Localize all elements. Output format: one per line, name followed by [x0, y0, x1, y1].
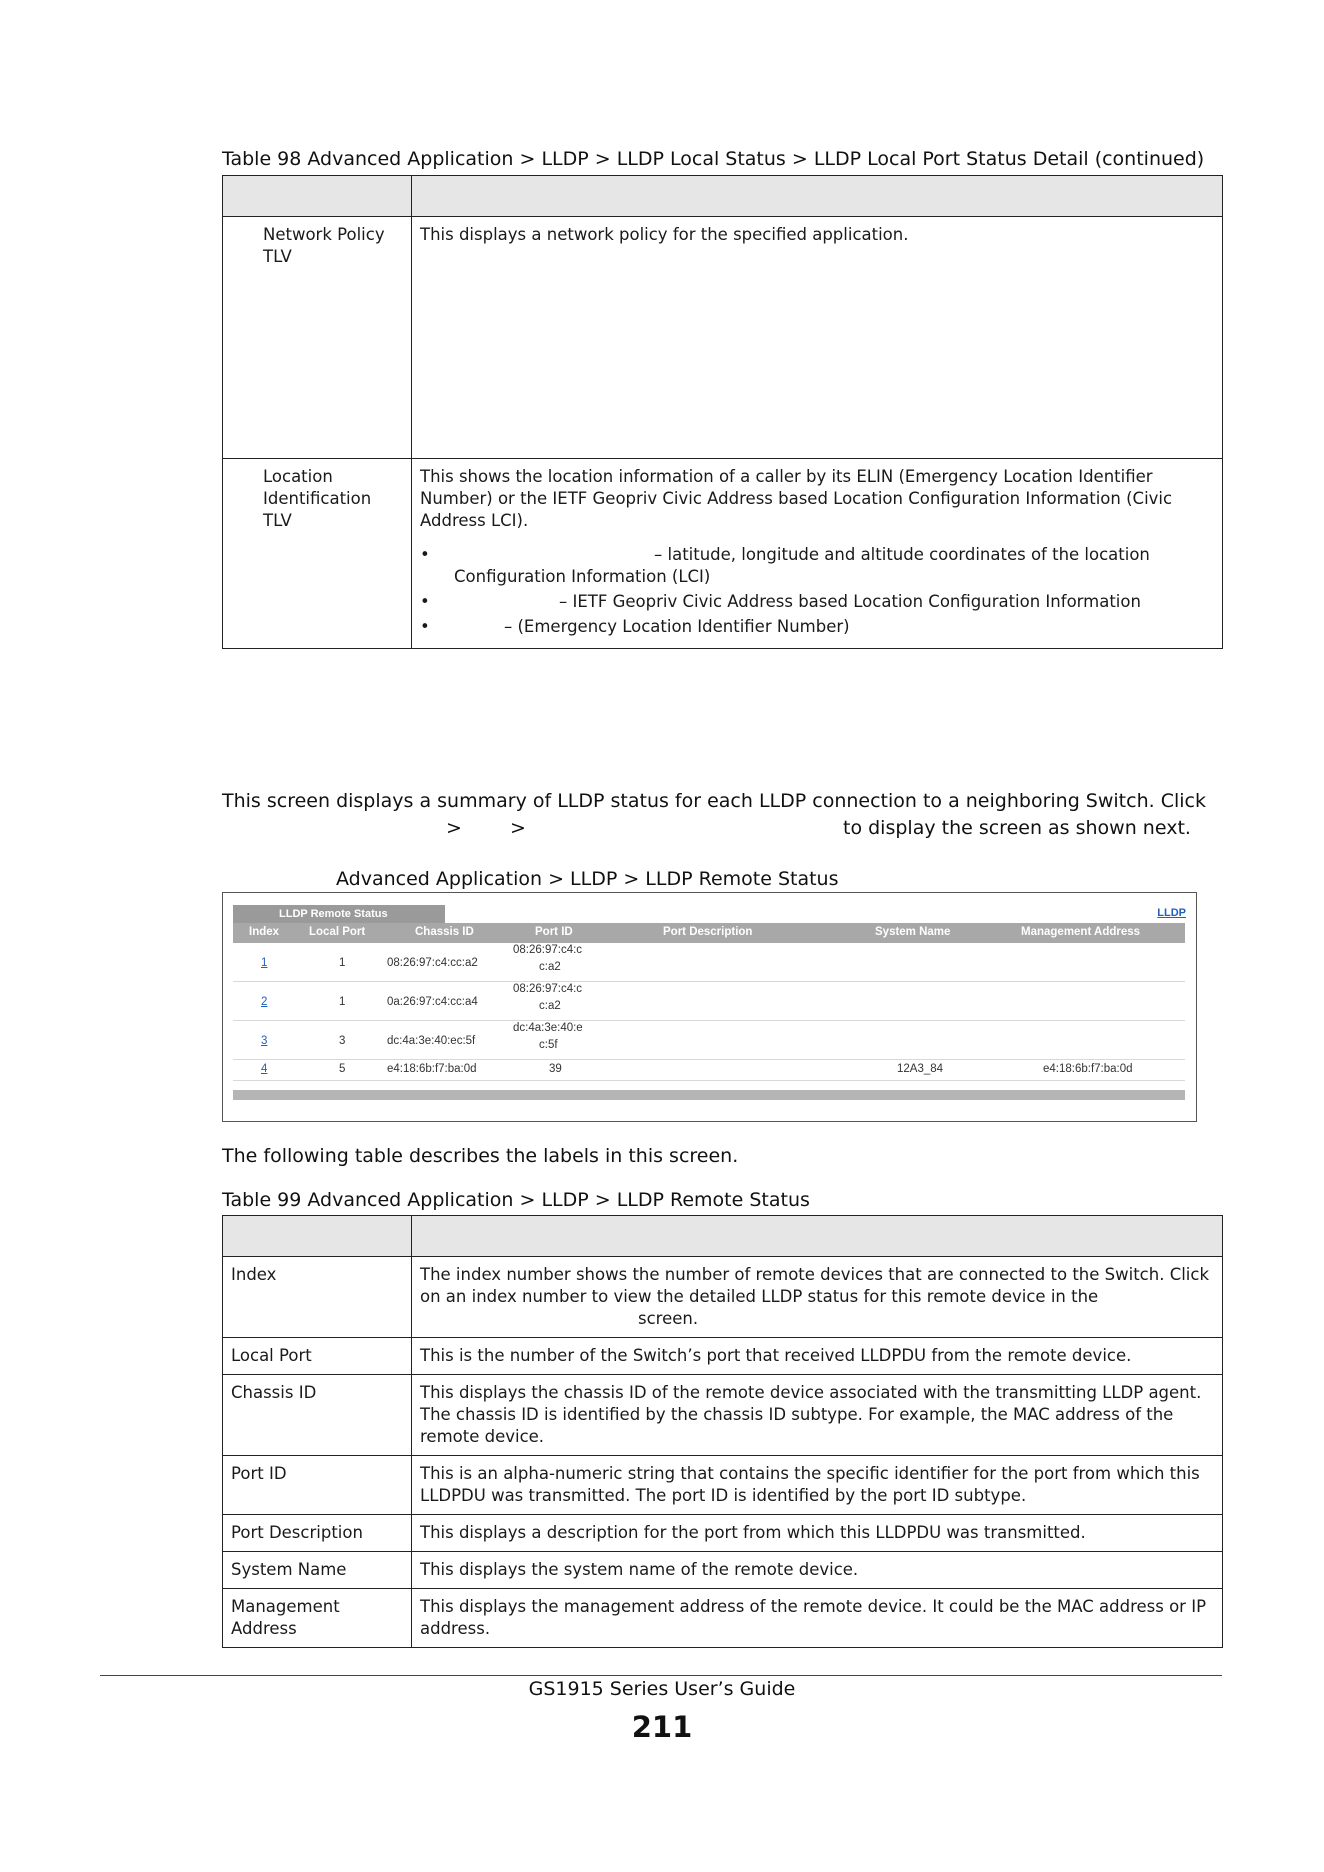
cell-system-name: 12A3_84	[897, 1063, 944, 1075]
col-port-id: Port ID	[535, 926, 573, 938]
cell-port-id-cont: c:a2	[539, 1000, 561, 1012]
cell-chassis-id: 08:26:97:c4:cc:a2	[387, 957, 478, 969]
row-desc: This displays a network policy for the specified application.	[412, 217, 1223, 459]
table99-caption: Table 99 Advanced Application > LLDP > LLDP Remote Status	[222, 1189, 810, 1211]
table-row	[223, 1338, 1223, 1375]
table98-caption: Table 98 Advanced Application > LLDP > LLDP Local Status > LLDP Local Port Status Detail (continued)	[222, 148, 1205, 170]
following-text: The following table describes the labels in this screen.	[222, 1145, 739, 1167]
col-local-port: Local Port	[309, 926, 366, 938]
cell-port-id-cont: c:5f	[539, 1039, 558, 1051]
table-row	[233, 1060, 1185, 1081]
intro-line-1: This screen displays a summary of LLDP status for each LLDP connection to a neighboring Switch. Click	[222, 790, 1206, 812]
list-item	[420, 591, 1214, 613]
bullet-list	[420, 544, 1214, 638]
row-label: Location Identification TLV	[223, 459, 412, 649]
row-desc: This displays the management address of the remote device. It could be the MAC address or IP address.	[412, 1589, 1223, 1648]
intro-gt-2: >	[510, 817, 526, 839]
list-item	[420, 616, 1214, 638]
table-row	[233, 1021, 1185, 1060]
table99-header	[223, 1216, 1223, 1257]
cell-chassis-id: dc:4a:3e:40:ec:5f	[387, 1035, 476, 1047]
table98-header	[223, 176, 1223, 217]
row-desc-cell	[412, 459, 1223, 649]
table-row	[233, 943, 1185, 982]
footer-guide-title: GS1915 Series User’s Guide	[528, 1678, 796, 1700]
list-item	[420, 544, 1214, 588]
col-management-address: Management Address	[1021, 926, 1141, 938]
cell-port-id: 08:26:97:c4:c	[513, 983, 583, 995]
index-link[interactable]: 3	[261, 1035, 268, 1047]
row-desc: This is an alpha-numeric string that contains the specific identifier for the port from which this LLDPDU was transmitted. The port ID is identified by the port ID subtype.	[412, 1456, 1223, 1515]
row-desc: This is the number of the Switch’s port that received LLDPDU from the remote device.	[412, 1338, 1223, 1375]
row-label: Port Description	[223, 1515, 412, 1552]
intro-line-2: to display the screen as shown next.	[843, 817, 1191, 839]
table98-header-desc	[412, 176, 1223, 217]
row-label: Port ID	[223, 1456, 412, 1515]
col-chassis-id: Chassis ID	[415, 926, 474, 938]
tab-lldp-remote-status: LLDP Remote Status	[233, 905, 445, 923]
row-label: Chassis ID	[223, 1375, 412, 1456]
index-link[interactable]: 1	[261, 957, 268, 969]
col-port-description: Port Description	[663, 926, 753, 938]
row-label: Management Address	[223, 1589, 412, 1648]
table98-header-label	[223, 176, 412, 217]
table-row	[223, 1257, 1223, 1338]
intro-gt-1: >	[446, 817, 462, 839]
row-desc: This displays the chassis ID of the remote device associated with the transmitting LLDP agent. The chassis ID is identified by the chassis ID subtype. For example, the MAC address of the remote device.	[412, 1375, 1223, 1456]
row-desc: This shows the location information of a caller by its ELIN (Emergency Location Identifier Number) or the IETF Geopriv Civic Address based Location Configuration Information (Civic Address LCI).	[420, 467, 1173, 530]
cell-chassis-id: 0a:26:97:c4:cc:a4	[387, 996, 478, 1008]
cell-local-port: 1	[339, 957, 346, 969]
table-row	[223, 1456, 1223, 1515]
table98	[222, 175, 1223, 649]
bullet-text: – IETF Geopriv Civic Address based Location Configuration Information	[559, 592, 1141, 611]
figure-caption: Advanced Application > LLDP > LLDP Remote Status	[336, 868, 839, 890]
bullet-text: – (Emergency Location Identifier Number)	[504, 617, 850, 636]
row-label: Network Policy TLV	[223, 217, 412, 459]
row-label: Index	[223, 1257, 412, 1338]
screen-table-footer	[233, 1090, 1185, 1100]
cell-local-port: 1	[339, 996, 346, 1008]
table99	[222, 1215, 1223, 1648]
cell-port-id-cont: c:a2	[539, 961, 561, 973]
footer-divider	[100, 1675, 1222, 1676]
table-row	[233, 982, 1185, 1021]
col-index: Index	[249, 926, 280, 938]
lldp-link[interactable]: LLDP	[1157, 907, 1186, 919]
index-link[interactable]: 2	[261, 996, 268, 1008]
row-desc-cell	[412, 1257, 1223, 1338]
bullet-text: – latitude, longitude and altitude coordinates of the location Configuration Information (LCI)	[454, 545, 1150, 586]
row-label: Local Port	[223, 1338, 412, 1375]
row-desc: This displays the system name of the remote device.	[412, 1552, 1223, 1589]
table-row	[223, 1552, 1223, 1589]
page-number: 211	[631, 1710, 693, 1744]
cell-local-port: 5	[339, 1063, 346, 1075]
table-row	[223, 1375, 1223, 1456]
row-desc: The index number shows the number of remote devices that are connected to the Switch. Click on an index number to view the detailed LLDP status for this remote device in the	[420, 1265, 1210, 1306]
cell-port-id: dc:4a:3e:40:e	[513, 1022, 583, 1034]
cell-port-id: 08:26:97:c4:c	[513, 944, 583, 956]
lldp-remote-status-screenshot	[222, 892, 1197, 1122]
index-link[interactable]: 4	[261, 1063, 268, 1075]
cell-chassis-id: e4:18:6b:f7:ba:0d	[387, 1063, 477, 1075]
table99-header-desc	[412, 1216, 1223, 1257]
row-label: System Name	[223, 1552, 412, 1589]
row-desc-tail: screen.	[638, 1309, 699, 1328]
table-row	[223, 217, 1223, 459]
table-row	[223, 1515, 1223, 1552]
table99-header-label	[223, 1216, 412, 1257]
row-desc: This displays a description for the port from which this LLDPDU was transmitted.	[412, 1515, 1223, 1552]
table-row	[223, 1589, 1223, 1648]
screen-table-header	[233, 923, 1185, 943]
col-system-name: System Name	[875, 926, 951, 938]
cell-port-id: 39	[549, 1063, 562, 1075]
cell-local-port: 3	[339, 1035, 346, 1047]
table-row	[223, 459, 1223, 649]
cell-management-address: e4:18:6b:f7:ba:0d	[1043, 1063, 1133, 1075]
